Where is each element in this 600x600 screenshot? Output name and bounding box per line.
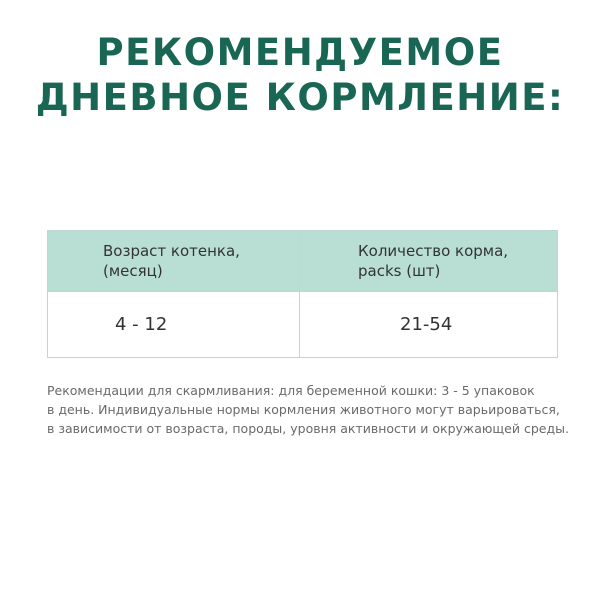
header-cell-age (48, 231, 300, 292)
page-title-line-1: РЕКОМЕНДУЕМОЕ (96, 31, 504, 74)
page-title (0, 30, 600, 120)
note-line-1: Рекомендации для скармливания: для беременной кошки: 3 - 5 упаковок (47, 383, 535, 398)
header-quantity-line-1: Количество корма, (358, 242, 509, 260)
feeding-note (47, 381, 577, 438)
header-quantity-line-2: packs (шт) (358, 262, 441, 280)
cell-quantity-value: 21-54 (300, 292, 558, 358)
page-title-line-2: ДНЕВНОЕ КОРМЛЕНИЕ: (35, 76, 565, 119)
header-age-line-1: Возраст котенка, (103, 242, 240, 260)
note-line-2: в день. Индивидуальные нормы кормления животного могут варьироваться, (47, 402, 560, 417)
header-cell-quantity (300, 231, 558, 292)
table-header-row (48, 231, 558, 292)
note-line-3: в зависимости от возраста, породы, уровня активности и окружающей среды. (47, 421, 569, 436)
table-row (48, 292, 558, 358)
cell-age-value: 4 - 12 (48, 292, 300, 358)
feeding-table (47, 230, 558, 358)
header-age-line-2: (месяц) (103, 262, 163, 280)
